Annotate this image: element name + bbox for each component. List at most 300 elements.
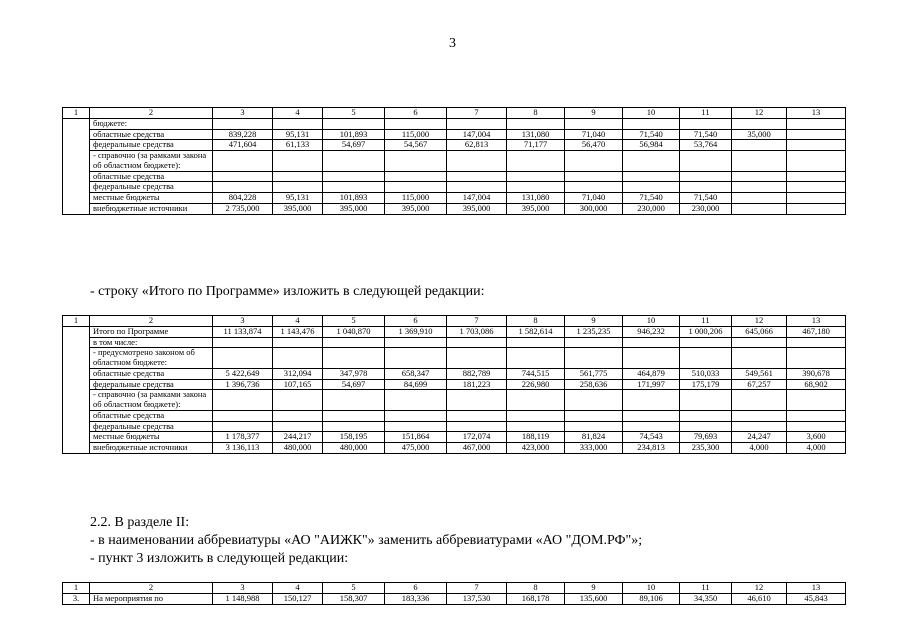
value-cell: 71,540 [680, 129, 732, 140]
value-cell [787, 193, 846, 204]
row-label-cell: внебюджетные источники [90, 443, 213, 454]
value-cell: 395,000 [273, 203, 323, 214]
row-label-cell: На мероприятия по [90, 593, 213, 604]
value-cell: 56,470 [565, 140, 623, 151]
column-number: 8 [507, 108, 565, 119]
column-number: 2 [90, 108, 213, 119]
value-cell: 151,864 [385, 432, 447, 443]
value-cell [565, 390, 623, 411]
value-cell: 1 235,235 [565, 326, 623, 337]
value-cell [507, 151, 565, 172]
value-cell [507, 410, 565, 421]
value-cell [787, 337, 846, 348]
value-cell [385, 118, 447, 129]
value-cell: 137,530 [447, 593, 507, 604]
table-header-row [63, 316, 846, 327]
table-row [63, 326, 846, 337]
value-cell: 71,540 [623, 193, 680, 204]
value-cell: 46,610 [732, 593, 787, 604]
table-row [63, 337, 846, 348]
value-cell [447, 151, 507, 172]
value-cell: 71,540 [680, 193, 732, 204]
value-cell: 347,978 [323, 368, 385, 379]
column-number: 13 [787, 583, 846, 594]
value-cell: 45,843 [787, 593, 846, 604]
value-cell: 658,347 [385, 368, 447, 379]
column-number: 7 [447, 108, 507, 119]
value-cell [273, 390, 323, 411]
value-cell [273, 118, 323, 129]
value-cell [213, 421, 273, 432]
value-cell [447, 410, 507, 421]
value-cell: 54,567 [385, 140, 447, 151]
row-label-cell: бюджете: [90, 118, 213, 129]
table-row [63, 171, 846, 182]
column-number: 10 [623, 108, 680, 119]
value-cell [565, 421, 623, 432]
value-cell [385, 348, 447, 369]
column-number: 6 [385, 316, 447, 327]
column-number: 9 [565, 108, 623, 119]
value-cell [323, 421, 385, 432]
value-cell: 188,119 [507, 432, 565, 443]
instruction-abbreviation: - в наименовании аббревиатуры «АО "АИЖК"» заменить аббревиатурами «АО "ДОМ.РФ"»; [90, 533, 643, 548]
value-cell [787, 151, 846, 172]
value-cell: 172,074 [447, 432, 507, 443]
column-number: 3 [213, 108, 273, 119]
value-cell: 101,893 [323, 193, 385, 204]
column-number: 2 [90, 583, 213, 594]
value-cell [447, 421, 507, 432]
value-cell: 101,893 [323, 129, 385, 140]
value-cell [385, 182, 447, 193]
value-cell: 839,228 [213, 129, 273, 140]
value-cell: 56,984 [623, 140, 680, 151]
table-row [63, 421, 846, 432]
value-cell [680, 410, 732, 421]
value-cell [507, 348, 565, 369]
value-cell [273, 410, 323, 421]
value-cell: 35,000 [732, 129, 787, 140]
value-cell: 1 040,870 [323, 326, 385, 337]
value-cell: 3,600 [787, 432, 846, 443]
column-number: 7 [447, 316, 507, 327]
value-cell [213, 182, 273, 193]
value-cell: 71,177 [507, 140, 565, 151]
value-cell: 54,697 [323, 379, 385, 390]
column-number: 4 [273, 316, 323, 327]
column-number: 6 [385, 583, 447, 594]
value-cell [507, 421, 565, 432]
value-cell: 1 148,988 [213, 593, 273, 604]
value-cell [787, 140, 846, 151]
value-cell: 230,000 [623, 203, 680, 214]
value-cell: 395,000 [507, 203, 565, 214]
value-cell: 71,040 [565, 129, 623, 140]
column-number: 11 [680, 583, 732, 594]
value-cell [732, 410, 787, 421]
value-cell: 471,604 [213, 140, 273, 151]
value-cell [213, 171, 273, 182]
table-row [63, 443, 846, 454]
value-cell: 158,195 [323, 432, 385, 443]
row-label-cell: местные бюджеты [90, 193, 213, 204]
value-cell: 175,179 [680, 379, 732, 390]
column-number: 4 [273, 108, 323, 119]
value-cell: 131,080 [507, 193, 565, 204]
value-cell [447, 390, 507, 411]
value-cell: 2 735,000 [213, 203, 273, 214]
value-cell [273, 182, 323, 193]
column-number: 2 [90, 316, 213, 327]
value-cell: 158,307 [323, 593, 385, 604]
value-cell: 258,636 [565, 379, 623, 390]
value-cell [787, 390, 846, 411]
value-cell [787, 129, 846, 140]
value-cell [507, 118, 565, 129]
value-cell [732, 182, 787, 193]
value-cell: 61,133 [273, 140, 323, 151]
value-cell [732, 203, 787, 214]
value-cell [732, 140, 787, 151]
row-label-cell: областные средства [90, 129, 213, 140]
value-cell: 89,106 [623, 593, 680, 604]
value-cell [507, 182, 565, 193]
value-cell: 71,040 [565, 193, 623, 204]
value-cell: 135,600 [565, 593, 623, 604]
value-cell [385, 151, 447, 172]
program-total-table [62, 315, 846, 454]
column-number: 4 [273, 583, 323, 594]
value-cell [507, 390, 565, 411]
value-cell: 645,066 [732, 326, 787, 337]
row-number-cell: 3. [63, 593, 90, 604]
value-cell [623, 348, 680, 369]
table-row [63, 348, 846, 369]
column-number: 5 [323, 108, 385, 119]
table-row [63, 182, 846, 193]
value-cell [680, 421, 732, 432]
row-label-cell: - предусмотрено законом об областном бюджете: [90, 348, 213, 369]
value-cell: 230,000 [680, 203, 732, 214]
value-cell: 168,178 [507, 593, 565, 604]
value-cell: 71,540 [623, 129, 680, 140]
value-cell: 81,824 [565, 432, 623, 443]
value-cell [565, 348, 623, 369]
value-cell [623, 118, 680, 129]
value-cell [680, 348, 732, 369]
column-number: 8 [507, 316, 565, 327]
row-label-cell: Итого по Программе [90, 326, 213, 337]
value-cell [323, 410, 385, 421]
value-cell [565, 337, 623, 348]
value-cell [447, 337, 507, 348]
value-cell [323, 337, 385, 348]
value-cell [623, 337, 680, 348]
row-label-cell: федеральные средства [90, 140, 213, 151]
column-number: 9 [565, 316, 623, 327]
value-cell: 946,232 [623, 326, 680, 337]
value-cell: 475,000 [385, 443, 447, 454]
value-cell [787, 421, 846, 432]
column-number: 7 [447, 583, 507, 594]
value-cell [732, 171, 787, 182]
value-cell [213, 390, 273, 411]
value-cell [213, 118, 273, 129]
value-cell [680, 118, 732, 129]
value-cell: 147,004 [447, 193, 507, 204]
value-cell [273, 337, 323, 348]
table-row [63, 203, 846, 214]
value-cell [385, 410, 447, 421]
row-label-cell: федеральные средства [90, 182, 213, 193]
column-number: 13 [787, 316, 846, 327]
value-cell [447, 182, 507, 193]
value-cell [385, 390, 447, 411]
value-cell: 467,180 [787, 326, 846, 337]
value-cell [623, 171, 680, 182]
value-cell: 115,000 [385, 129, 447, 140]
value-cell [787, 171, 846, 182]
column-number: 10 [623, 316, 680, 327]
value-cell [623, 390, 680, 411]
value-cell [680, 182, 732, 193]
value-cell: 244,217 [273, 432, 323, 443]
value-cell [213, 348, 273, 369]
value-cell: 561,775 [565, 368, 623, 379]
table-header-row [63, 583, 846, 594]
value-cell [787, 410, 846, 421]
value-cell [273, 348, 323, 369]
value-cell [385, 171, 447, 182]
table-header-row [63, 108, 846, 119]
value-cell [273, 421, 323, 432]
value-cell: 312,094 [273, 368, 323, 379]
row-label-cell: федеральные средства [90, 379, 213, 390]
value-cell: 131,080 [507, 129, 565, 140]
column-number: 11 [680, 316, 732, 327]
table-row [63, 390, 846, 411]
value-cell [732, 193, 787, 204]
column-number: 9 [565, 583, 623, 594]
value-cell: 34,350 [680, 593, 732, 604]
value-cell [213, 410, 273, 421]
value-cell: 1 369,910 [385, 326, 447, 337]
value-cell: 882,789 [447, 368, 507, 379]
value-cell: 395,000 [447, 203, 507, 214]
value-cell: 107,165 [273, 379, 323, 390]
table-row [63, 151, 846, 172]
value-cell: 226,980 [507, 379, 565, 390]
table-row [63, 379, 846, 390]
value-cell: 234,813 [623, 443, 680, 454]
column-number: 5 [323, 583, 385, 594]
value-cell: 480,000 [323, 443, 385, 454]
value-cell [323, 182, 385, 193]
value-cell [565, 118, 623, 129]
value-cell [507, 171, 565, 182]
row-label-cell: - справочно (за рамками закона об областном бюджете): [90, 390, 213, 411]
row-label-cell: местные бюджеты [90, 432, 213, 443]
value-cell [623, 151, 680, 172]
value-cell [385, 337, 447, 348]
column-number: 12 [732, 583, 787, 594]
value-cell [323, 171, 385, 182]
table-row [63, 118, 846, 129]
value-cell [273, 151, 323, 172]
value-cell: 1 000,206 [680, 326, 732, 337]
column-number: 5 [323, 316, 385, 327]
value-cell: 4,000 [787, 443, 846, 454]
column-number: 1 [63, 108, 90, 119]
value-cell: 181,223 [447, 379, 507, 390]
row-label-cell: областные средства [90, 368, 213, 379]
value-cell: 84,699 [385, 379, 447, 390]
value-cell [447, 171, 507, 182]
value-cell: 423,000 [507, 443, 565, 454]
row-label-cell: в том числе: [90, 337, 213, 348]
value-cell: 54,697 [323, 140, 385, 151]
value-cell: 24,247 [732, 432, 787, 443]
value-cell: 744,515 [507, 368, 565, 379]
value-cell: 79,693 [680, 432, 732, 443]
table-row [63, 410, 846, 421]
value-cell: 68,902 [787, 379, 846, 390]
value-cell [213, 151, 273, 172]
value-cell: 1 143,476 [273, 326, 323, 337]
value-cell: 395,000 [385, 203, 447, 214]
value-cell: 333,000 [565, 443, 623, 454]
value-cell: 467,000 [447, 443, 507, 454]
column-number: 1 [63, 316, 90, 327]
value-cell: 183,336 [385, 593, 447, 604]
funding-table-continued [62, 107, 846, 215]
row-label-cell: внебюджетные источники [90, 203, 213, 214]
value-cell: 395,000 [323, 203, 385, 214]
value-cell [273, 171, 323, 182]
column-number: 12 [732, 108, 787, 119]
row-label-cell: федеральные средства [90, 421, 213, 432]
value-cell [732, 151, 787, 172]
instruction-point-3: - пункт 3 изложить в следующей редакции: [90, 551, 349, 566]
value-cell: 53,764 [680, 140, 732, 151]
row-label-cell: областные средства [90, 171, 213, 182]
value-cell [565, 410, 623, 421]
value-cell: 67,257 [732, 379, 787, 390]
column-number: 11 [680, 108, 732, 119]
value-cell [623, 182, 680, 193]
value-cell [732, 348, 787, 369]
value-cell: 1 703,086 [447, 326, 507, 337]
value-cell [565, 151, 623, 172]
table-row [63, 368, 846, 379]
value-cell: 147,004 [447, 129, 507, 140]
value-cell [732, 390, 787, 411]
value-cell: 11 133,874 [213, 326, 273, 337]
value-cell: 95,131 [273, 129, 323, 140]
value-cell [732, 118, 787, 129]
value-cell [623, 421, 680, 432]
value-cell: 235,300 [680, 443, 732, 454]
value-cell: 62,813 [447, 140, 507, 151]
value-cell [323, 118, 385, 129]
value-cell [680, 390, 732, 411]
value-cell [565, 182, 623, 193]
value-cell: 480,000 [273, 443, 323, 454]
column-number: 10 [623, 583, 680, 594]
value-cell: 115,000 [385, 193, 447, 204]
measures-table [62, 582, 846, 605]
value-cell [447, 348, 507, 369]
value-cell [323, 151, 385, 172]
value-cell: 171,997 [623, 379, 680, 390]
table-row [63, 432, 846, 443]
row-number-cell [63, 118, 90, 214]
value-cell [732, 337, 787, 348]
value-cell [680, 171, 732, 182]
column-number: 3 [213, 316, 273, 327]
value-cell: 1 582,614 [507, 326, 565, 337]
column-number: 6 [385, 108, 447, 119]
value-cell [447, 118, 507, 129]
value-cell: 464,879 [623, 368, 680, 379]
value-cell [680, 337, 732, 348]
value-cell: 74,543 [623, 432, 680, 443]
value-cell: 95,131 [273, 193, 323, 204]
page-number: 3 [449, 36, 456, 51]
value-cell [732, 421, 787, 432]
table-row [63, 129, 846, 140]
value-cell: 300,000 [565, 203, 623, 214]
value-cell: 150,127 [273, 593, 323, 604]
value-cell [213, 337, 273, 348]
section-title: 2.2. В разделе II: [90, 515, 190, 530]
value-cell [787, 203, 846, 214]
value-cell [680, 151, 732, 172]
table-row [63, 593, 846, 604]
column-number: 8 [507, 583, 565, 594]
value-cell: 4,000 [732, 443, 787, 454]
value-cell [323, 348, 385, 369]
row-label-cell: - справочно (за рамками закона об областном бюджете): [90, 151, 213, 172]
value-cell [787, 118, 846, 129]
instruction-itogo: - строку «Итого по Программе» изложить в следующей редакции: [90, 284, 485, 299]
value-cell: 804,228 [213, 193, 273, 204]
value-cell: 1 178,377 [213, 432, 273, 443]
column-number: 12 [732, 316, 787, 327]
value-cell [507, 337, 565, 348]
value-cell: 5 422,649 [213, 368, 273, 379]
value-cell: 1 396,736 [213, 379, 273, 390]
table-row [63, 140, 846, 151]
value-cell [323, 390, 385, 411]
value-cell: 549,561 [732, 368, 787, 379]
column-number: 13 [787, 108, 846, 119]
value-cell: 510,033 [680, 368, 732, 379]
row-number-cell [63, 326, 90, 453]
value-cell [565, 171, 623, 182]
column-number: 1 [63, 583, 90, 594]
column-number: 3 [213, 583, 273, 594]
row-label-cell: областные средства [90, 410, 213, 421]
value-cell: 3 136,113 [213, 443, 273, 454]
value-cell [623, 410, 680, 421]
value-cell [385, 421, 447, 432]
value-cell [787, 348, 846, 369]
value-cell [787, 182, 846, 193]
table-row [63, 193, 846, 204]
value-cell: 390,678 [787, 368, 846, 379]
